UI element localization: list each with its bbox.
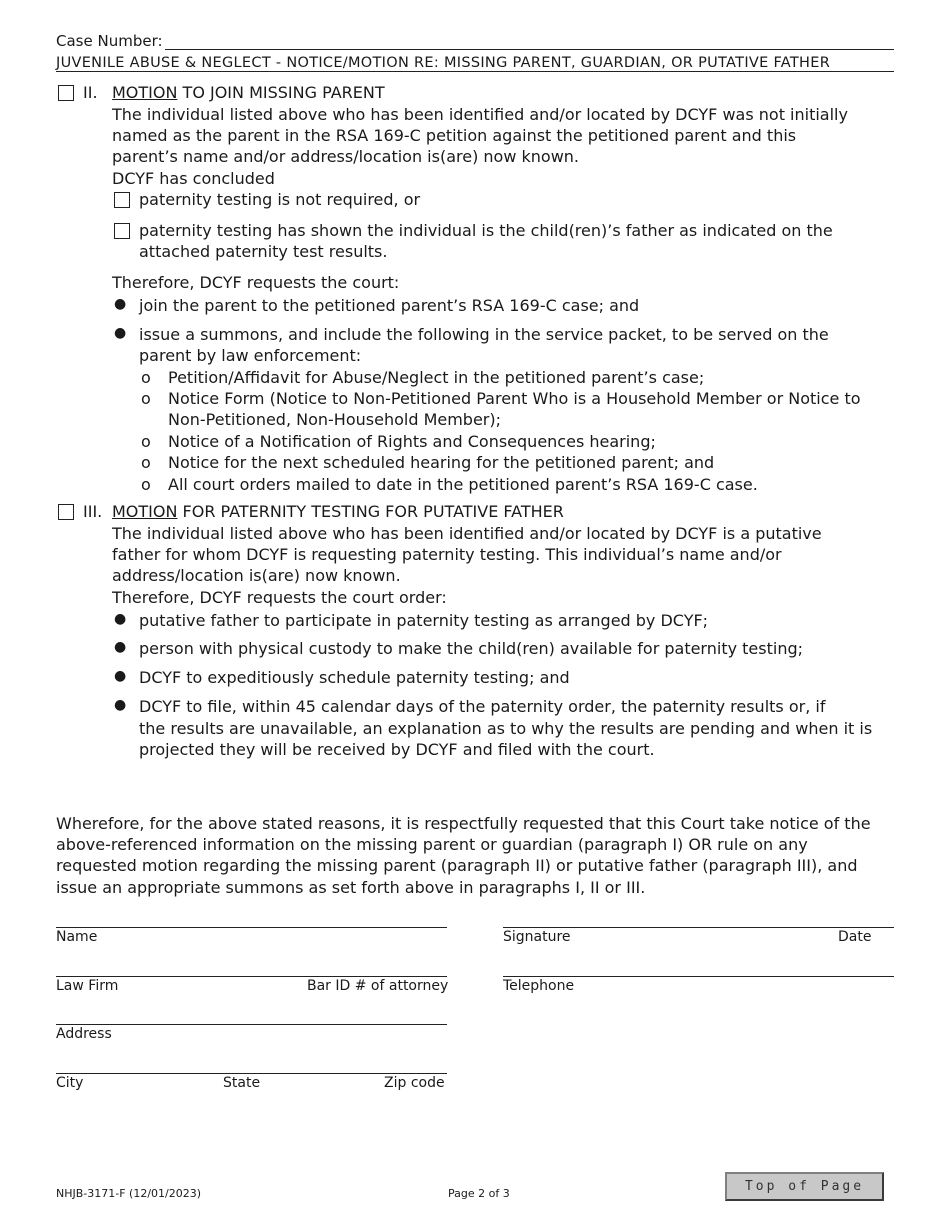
sub-item-marker: o [141, 432, 151, 451]
signature-label: Signature [503, 929, 571, 945]
section-2-numeral: II. [83, 83, 98, 102]
bullet-icon: ● [114, 668, 127, 684]
telephone-field[interactable] [503, 976, 894, 977]
top-of-page-button[interactable]: Top of Page [725, 1172, 884, 1201]
section-2-bullet: join the parent to the petitioned parent’s RSA 169-C case; and [139, 296, 640, 315]
section-3-title-motion: MOTION [112, 502, 178, 521]
wherefore-line: above-referenced information on the missing parent or guardian (paragraph I) OR rule on any [56, 835, 808, 854]
section-3-bullet: the results are unavailable, an explanation as to why the results are pending and when it is [139, 719, 873, 738]
service-packet-item: All court orders mailed to date in the petitioned parent’s RSA 169-C case. [168, 475, 758, 494]
case-number-label: Case Number: [56, 32, 163, 50]
header-rule [56, 71, 894, 72]
section-3-intro-line: father for whom DCYF is requesting paternity testing. This individual’s name and/or [112, 545, 782, 564]
section-2-title-motion: MOTION [112, 83, 178, 102]
city-label: City [56, 1075, 84, 1091]
section-2-intro-line: The individual listed above who has been identified and/or located by DCYF was not initially [112, 105, 848, 124]
telephone-label: Telephone [503, 978, 575, 994]
section-2-therefore: Therefore, DCYF requests the court: [112, 273, 400, 292]
service-packet-item: Notice of a Notification of Rights and Consequences hearing; [168, 432, 656, 451]
law-firm-label: Law Firm [56, 978, 119, 994]
paternity-shown-label: attached paternity test results. [139, 242, 388, 261]
section-3-therefore: Therefore, DCYF requests the court order: [112, 588, 447, 607]
dcyf-concluded: DCYF has concluded [112, 169, 275, 188]
bullet-icon: ● [114, 611, 127, 627]
service-packet-item: Notice for the next scheduled hearing for the petitioned parent; and [168, 453, 715, 472]
service-packet-item: Notice Form (Notice to Non-Petitioned Parent Who is a Household Member or Notice to [168, 389, 861, 408]
section-2-bullet: issue a summons, and include the following in the service packet, to be served on the [139, 325, 829, 344]
section-3-bullet: DCYF to file, within 45 calendar days of the paternity order, the paternity results or, if [139, 697, 826, 716]
city-state-zip-field[interactable] [56, 1073, 447, 1074]
bullet-icon: ● [114, 639, 127, 655]
section-2-title [112, 82, 385, 103]
section-3-numeral: III. [83, 502, 103, 521]
section-3-bullet: person with physical custody to make the child(ren) available for paternity testing; [139, 639, 803, 658]
bullet-icon: ● [114, 697, 127, 713]
section-2-bullet: parent by law enforcement: [139, 346, 362, 365]
section-3-bullet: DCYF to expeditiously schedule paternity testing; and [139, 668, 570, 687]
law-firm-field[interactable] [56, 976, 447, 977]
section-3-intro-line: address/location is(are) now known. [112, 566, 401, 585]
case-number-field[interactable] [165, 49, 894, 50]
section-3-title [112, 501, 564, 522]
signature-field[interactable] [503, 927, 894, 928]
bullet-icon: ● [114, 296, 127, 312]
form-id: NHJB-3171-F (12/01/2023) [56, 1187, 202, 1200]
paternity-shown-label: paternity testing has shown the individual is the child(ren)’s father as indicated on the [139, 221, 833, 240]
paternity-not-required-label: paternity testing is not required, or [139, 190, 421, 209]
section-3-bullet: putative father to participate in paternity testing as arranged by DCYF; [139, 611, 709, 630]
address-label: Address [56, 1026, 112, 1042]
section-3-intro-line: The individual listed above who has been identified and/or located by DCYF is a putative [112, 524, 822, 543]
name-label: Name [56, 929, 98, 945]
sub-item-marker: o [141, 389, 151, 408]
zip-label: Zip code [384, 1075, 445, 1091]
state-label: State [223, 1075, 261, 1091]
sub-item-marker: o [141, 453, 151, 472]
wherefore-line: Wherefore, for the above stated reasons, it is respectfully requested that this Court take notice of the [56, 814, 871, 833]
service-packet-item: Non-Petitioned, Non-Household Member); [168, 410, 502, 429]
address-field[interactable] [56, 1024, 447, 1025]
form-title: JUVENILE ABUSE & NEGLECT - NOTICE/MOTION RE: MISSING PARENT, GUARDIAN, OR PUTATIVE FATHER [56, 55, 831, 71]
paternity-not-required-checkbox[interactable] [114, 192, 130, 208]
section-2-checkbox[interactable] [58, 85, 74, 101]
paternity-shown-checkbox[interactable] [114, 223, 130, 239]
section-2-intro-line: named as the parent in the RSA 169-C petition against the petitioned parent and this [112, 126, 797, 145]
page-number: Page 2 of 3 [448, 1187, 510, 1200]
wherefore-line: issue an appropriate summons as set forth above in paragraphs I, II or III. [56, 878, 646, 897]
section-2-title-rest: TO JOIN MISSING PARENT [177, 83, 385, 102]
bullet-icon: ● [114, 325, 127, 341]
section-2-intro-line: parent’s name and/or address/location is(are) now known. [112, 147, 580, 166]
section-3-bullet: projected they will be received by DCYF and filed with the court. [139, 740, 655, 759]
name-field[interactable] [56, 927, 447, 928]
service-packet-item: Petition/Affidavit for Abuse/Neglect in the petitioned parent’s case; [168, 368, 705, 387]
section-3-checkbox[interactable] [58, 504, 74, 520]
wherefore-line: requested motion regarding the missing parent (paragraph II) or putative father (paragraph III), and [56, 856, 858, 875]
bar-id-label: Bar ID # of attorney [307, 978, 449, 994]
sub-item-marker: o [141, 368, 151, 387]
date-label: Date [838, 929, 872, 945]
sub-item-marker: o [141, 475, 151, 494]
section-3-title-rest: FOR PATERNITY TESTING FOR PUTATIVE FATHER [177, 502, 564, 521]
